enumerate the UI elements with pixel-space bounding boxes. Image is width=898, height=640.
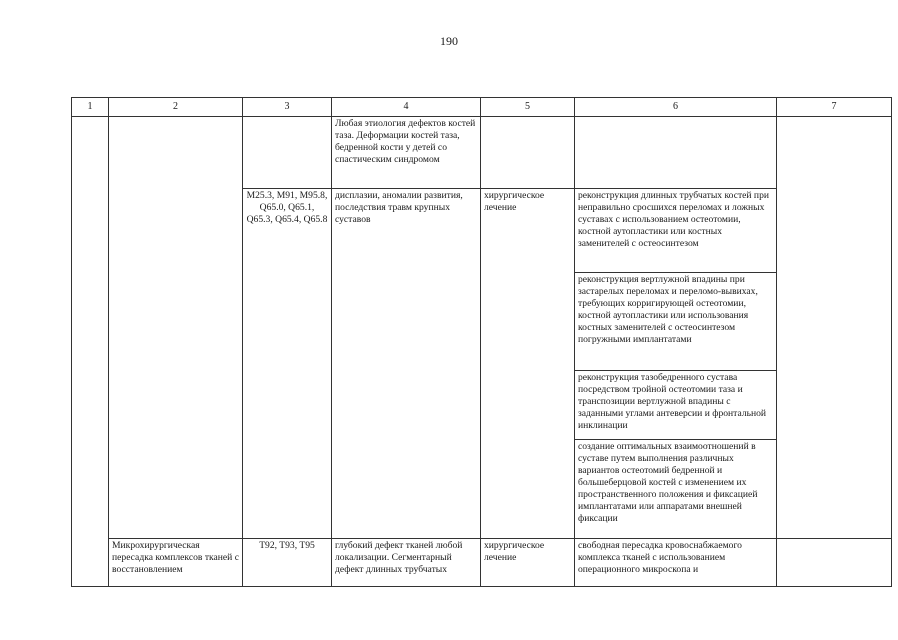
table-header-row <box>72 98 892 117</box>
cell-name <box>109 117 243 539</box>
column-header: 5 <box>481 98 575 117</box>
column-header: 2 <box>109 98 243 117</box>
cell-extra <box>777 117 892 539</box>
cell-treatment: хирургическое лечение <box>481 539 575 587</box>
cell-treatment: хирургическое лечение <box>481 189 575 539</box>
cell-method: реконструкция вертлужной впадины при застарелых переломах и переломо-вывихах, требующих корригирующей остеотомии, костной аутопластики или использования костных заменителей с остеосинтезом погружными имплантатами <box>575 273 777 371</box>
cell-name: Микрохирургическая пересадка комплексов тканей с восстановлением <box>109 539 243 587</box>
cell-extra <box>777 539 892 587</box>
cell-method: создание оптимальных взаимоотношений в суставе путем выполнения различных вариантов остеотомий бедренной и большеберцовой костей с изменением их пространственного положения и фиксацией имплантатами или аппаратами внешней фиксации <box>575 440 777 539</box>
cell-codes: T92, T93, T95 <box>243 539 332 587</box>
page-number: 190 <box>440 34 458 48</box>
column-header: 3 <box>243 98 332 117</box>
cell-condition: дисплазии, аномалии развития, последствия травм крупных суставов <box>332 189 481 539</box>
cell-condition: глубокий дефект тканей любой локализации. Сегментарный дефект длинных трубчатых <box>332 539 481 587</box>
cell-codes: M25.3, M91, M95.8, Q65.0, Q65.1, Q65.3, Q65.4, Q65.8 <box>243 189 332 539</box>
cell-condition: Любая этиология дефектов костей таза. Деформации костей таза, бедренной кости у детей со спастическим синдромом <box>332 117 481 189</box>
cell-method: реконструкция тазобедренного сустава посредством тройной остеотомии таза и транспозиции вертлужной впадины с заданными углами антеверсии и фронтальной инклинации <box>575 371 777 440</box>
cell-method: реконструкция длинных трубчатых костей при неправильно сросшихся переломах и ложных суставах с использованием остеотомии, костной аутопластики или костных заменителей с остеосинтезом <box>575 189 777 273</box>
column-header: 1 <box>72 98 109 117</box>
table-row <box>72 117 892 189</box>
procedures-table <box>71 97 892 587</box>
cell-treatment <box>481 117 575 189</box>
column-header: 4 <box>332 98 481 117</box>
column-header: 7 <box>777 98 892 117</box>
cell-method: свободная пересадка кровоснабжаемого комплекса тканей с использованием операционного микроскопа и <box>575 539 777 587</box>
table-row <box>72 539 892 587</box>
cell-codes <box>243 117 332 189</box>
cell-method <box>575 117 777 189</box>
column-header: 6 <box>575 98 777 117</box>
cell-number <box>72 117 109 587</box>
